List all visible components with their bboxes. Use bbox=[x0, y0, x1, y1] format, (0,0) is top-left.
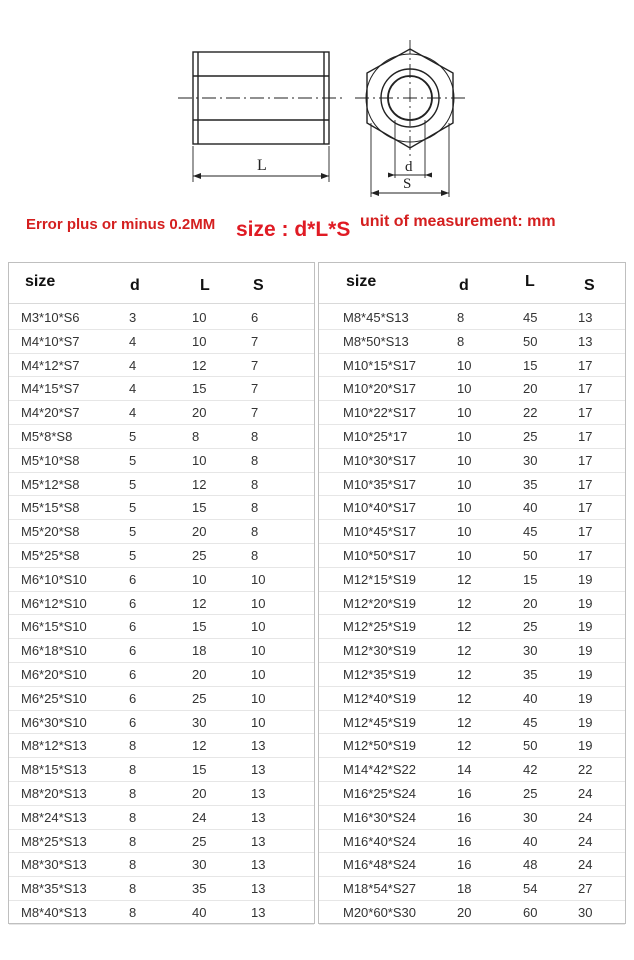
cell-S: 10 bbox=[251, 667, 266, 682]
cell-d: 4 bbox=[129, 381, 137, 397]
table-row bbox=[319, 543, 625, 568]
cell-size: M8*20*S13 bbox=[21, 786, 87, 801]
cell-L: 20 bbox=[192, 667, 207, 682]
table-row bbox=[9, 710, 314, 735]
cell-d: 4 bbox=[129, 357, 137, 373]
cell-S: 17 bbox=[578, 476, 593, 492]
cell-d: 12 bbox=[457, 595, 472, 611]
table-row bbox=[9, 686, 314, 711]
cell-S: 10 bbox=[251, 690, 266, 706]
cell-d: 8 bbox=[129, 786, 137, 801]
cell-d: 8 bbox=[129, 809, 137, 825]
header-L: L bbox=[200, 277, 210, 294]
cell-size: M8*40*S13 bbox=[21, 905, 87, 920]
cell-S: 7 bbox=[251, 381, 259, 397]
cell-S: 22 bbox=[578, 762, 593, 778]
width-label: S bbox=[403, 176, 412, 192]
cell-size: M5*20*S8 bbox=[21, 524, 80, 540]
table-row bbox=[319, 686, 625, 711]
cell-d: 16 bbox=[457, 809, 472, 825]
cell-L: 45 bbox=[523, 524, 538, 540]
table-row bbox=[319, 448, 625, 473]
tolerance-note: Error plus or minus 0.2MM bbox=[26, 216, 216, 233]
table-row bbox=[9, 305, 314, 330]
cell-S: 17 bbox=[578, 548, 593, 563]
cell-L: 50 bbox=[523, 333, 538, 349]
cell-size: M16*25*S24 bbox=[343, 786, 416, 801]
cell-L: 35 bbox=[192, 881, 207, 897]
cell-size: M6*20*S10 bbox=[21, 667, 87, 682]
cell-size: M6*18*S10 bbox=[21, 643, 87, 659]
cell-L: 20 bbox=[523, 595, 538, 611]
cell-d: 10 bbox=[457, 452, 472, 468]
cell-d: 10 bbox=[457, 381, 472, 397]
cell-d: 8 bbox=[129, 905, 137, 920]
cell-d: 6 bbox=[129, 643, 137, 659]
cell-L: 10 bbox=[192, 333, 207, 349]
table-header bbox=[319, 263, 625, 304]
table-row bbox=[9, 638, 314, 663]
cell-size: M18*54*S27 bbox=[343, 881, 416, 897]
table-row bbox=[319, 519, 625, 544]
cell-S: 17 bbox=[578, 357, 593, 373]
table-row bbox=[319, 733, 625, 758]
cell-L: 25 bbox=[192, 690, 207, 706]
cell-L: 25 bbox=[523, 786, 538, 801]
table-row bbox=[9, 876, 314, 901]
cell-size: M14*42*S22 bbox=[343, 762, 416, 778]
cell-size: M5*12*S8 bbox=[21, 476, 80, 492]
cell-S: 13 bbox=[251, 738, 266, 754]
cell-size: M12*30*S19 bbox=[343, 643, 416, 659]
cell-S: 19 bbox=[578, 667, 593, 682]
cell-d: 6 bbox=[129, 690, 137, 706]
cell-d: 14 bbox=[457, 762, 472, 778]
cell-L: 12 bbox=[192, 738, 207, 754]
table-row bbox=[9, 400, 314, 425]
header-d: d bbox=[130, 277, 140, 294]
cell-S: 10 bbox=[251, 595, 266, 611]
cell-size: M8*25*S13 bbox=[21, 833, 87, 849]
cell-d: 10 bbox=[457, 548, 472, 563]
cell-S: 8 bbox=[251, 429, 259, 444]
cell-S: 10 bbox=[251, 619, 266, 635]
size-table-left bbox=[8, 262, 315, 924]
cell-size: M6*12*S10 bbox=[21, 595, 87, 611]
cell-size: M12*50*S19 bbox=[343, 738, 416, 754]
table-row bbox=[9, 900, 314, 925]
cell-L: 54 bbox=[523, 881, 538, 897]
table-row bbox=[319, 305, 625, 330]
cell-L: 35 bbox=[523, 476, 538, 492]
cell-L: 42 bbox=[523, 762, 538, 778]
cell-size: M12*40*S19 bbox=[343, 690, 416, 706]
cell-S: 10 bbox=[251, 714, 266, 730]
cell-L: 20 bbox=[192, 786, 207, 801]
cell-S: 19 bbox=[578, 619, 593, 635]
cell-d: 5 bbox=[129, 548, 137, 563]
cell-S: 19 bbox=[578, 595, 593, 611]
cell-S: 19 bbox=[578, 690, 593, 706]
table-row bbox=[319, 805, 625, 830]
cell-L: 25 bbox=[192, 833, 207, 849]
table-row bbox=[9, 662, 314, 687]
cell-size: M4*12*S7 bbox=[21, 357, 80, 373]
table-header bbox=[9, 263, 314, 304]
cell-S: 8 bbox=[251, 476, 259, 492]
cell-d: 12 bbox=[457, 571, 472, 587]
cell-S: 17 bbox=[578, 500, 593, 516]
cell-size: M8*30*S13 bbox=[21, 857, 87, 873]
cell-d: 4 bbox=[129, 405, 137, 421]
cell-d: 12 bbox=[457, 667, 472, 682]
cell-S: 13 bbox=[251, 809, 266, 825]
cell-size: M6*15*S10 bbox=[21, 619, 87, 635]
cell-size: M10*40*S17 bbox=[343, 500, 416, 516]
cell-S: 8 bbox=[251, 500, 259, 516]
cell-S: 13 bbox=[251, 786, 266, 801]
cell-S: 13 bbox=[578, 310, 593, 325]
table-row bbox=[9, 781, 314, 806]
cell-d: 16 bbox=[457, 786, 472, 801]
cell-size: M8*45*S13 bbox=[343, 310, 409, 325]
table-row bbox=[9, 733, 314, 758]
table-row bbox=[319, 614, 625, 639]
cell-d: 16 bbox=[457, 833, 472, 849]
cell-d: 12 bbox=[457, 643, 472, 659]
table-row bbox=[319, 329, 625, 354]
cell-size: M8*15*S13 bbox=[21, 762, 87, 778]
cell-L: 30 bbox=[523, 452, 538, 468]
cell-L: 25 bbox=[192, 548, 207, 563]
cell-d: 6 bbox=[129, 619, 137, 635]
cell-L: 40 bbox=[523, 690, 538, 706]
header-size: size bbox=[25, 273, 56, 290]
length-label: L bbox=[257, 157, 267, 174]
cell-S: 19 bbox=[578, 714, 593, 730]
cell-size: M8*50*S13 bbox=[343, 333, 409, 349]
cell-size: M5*25*S8 bbox=[21, 548, 80, 563]
cell-S: 19 bbox=[578, 643, 593, 659]
cell-size: M16*30*S24 bbox=[343, 809, 416, 825]
unit-note: unit of measurement: mm bbox=[360, 213, 556, 230]
table-row bbox=[319, 829, 625, 854]
size-tables bbox=[8, 262, 626, 924]
cell-S: 17 bbox=[578, 524, 593, 540]
cell-L: 35 bbox=[523, 667, 538, 682]
cell-S: 8 bbox=[251, 524, 259, 540]
cell-size: M10*35*S17 bbox=[343, 476, 416, 492]
cell-d: 10 bbox=[457, 405, 472, 421]
table-row bbox=[319, 567, 625, 592]
table-row bbox=[9, 543, 314, 568]
cell-size: M16*40*S24 bbox=[343, 833, 416, 849]
table-row bbox=[319, 662, 625, 687]
cell-L: 20 bbox=[523, 381, 538, 397]
cell-L: 8 bbox=[192, 429, 200, 444]
table-row bbox=[9, 329, 314, 354]
cell-L: 12 bbox=[192, 357, 207, 373]
cell-S: 6 bbox=[251, 310, 259, 325]
header-S: S bbox=[253, 277, 264, 294]
technical-drawing bbox=[0, 0, 634, 205]
table-row bbox=[319, 876, 625, 901]
cell-size: M8*35*S13 bbox=[21, 881, 87, 897]
cell-L: 15 bbox=[192, 619, 207, 635]
cell-S: 7 bbox=[251, 357, 259, 373]
cell-L: 12 bbox=[192, 476, 207, 492]
cell-d: 8 bbox=[457, 333, 465, 349]
cell-L: 50 bbox=[523, 738, 538, 754]
cell-size: M20*60*S30 bbox=[343, 905, 416, 920]
cell-size: M6*25*S10 bbox=[21, 690, 87, 706]
cell-L: 48 bbox=[523, 857, 538, 873]
cell-S: 17 bbox=[578, 452, 593, 468]
table-row bbox=[9, 448, 314, 473]
table-row bbox=[9, 591, 314, 616]
cell-size: M6*30*S10 bbox=[21, 714, 87, 730]
cell-L: 10 bbox=[192, 571, 207, 587]
table-row bbox=[9, 614, 314, 639]
table-row bbox=[9, 472, 314, 497]
cell-size: M10*25*17 bbox=[343, 429, 408, 444]
cell-S: 10 bbox=[251, 571, 266, 587]
cell-size: M12*15*S19 bbox=[343, 571, 416, 587]
cell-d: 5 bbox=[129, 452, 137, 468]
cell-size: M12*35*S19 bbox=[343, 667, 416, 682]
cell-S: 13 bbox=[251, 857, 266, 873]
cell-d: 12 bbox=[457, 714, 472, 730]
cell-S: 19 bbox=[578, 738, 593, 754]
cell-size: M10*15*S17 bbox=[343, 357, 416, 373]
size-formula-note: size : d*L*S bbox=[236, 218, 351, 241]
table-row bbox=[9, 567, 314, 592]
cell-size: M10*45*S17 bbox=[343, 524, 416, 540]
cell-size: M10*30*S17 bbox=[343, 452, 416, 468]
table-row bbox=[9, 805, 314, 830]
cell-L: 30 bbox=[523, 643, 538, 659]
cell-size: M8*12*S13 bbox=[21, 738, 87, 754]
table-row bbox=[319, 757, 625, 782]
cell-d: 5 bbox=[129, 500, 137, 516]
cell-L: 10 bbox=[192, 452, 207, 468]
cell-S: 27 bbox=[578, 881, 593, 897]
cell-L: 22 bbox=[523, 405, 538, 421]
diameter-label: d bbox=[405, 159, 413, 175]
table-row bbox=[9, 495, 314, 520]
cell-size: M8*24*S13 bbox=[21, 809, 87, 825]
cell-L: 45 bbox=[523, 714, 538, 730]
cell-d: 6 bbox=[129, 571, 137, 587]
cell-size: M5*8*S8 bbox=[21, 429, 73, 444]
header-size: size bbox=[346, 273, 377, 290]
cell-L: 24 bbox=[192, 809, 207, 825]
cell-S: 24 bbox=[578, 857, 593, 873]
cell-d: 12 bbox=[457, 690, 472, 706]
cell-L: 45 bbox=[523, 310, 538, 325]
header-d: d bbox=[459, 277, 469, 294]
table-row bbox=[9, 353, 314, 378]
cell-size: M4*15*S7 bbox=[21, 381, 80, 397]
cell-size: M5*15*S8 bbox=[21, 500, 80, 516]
cell-S: 13 bbox=[251, 905, 266, 920]
cell-S: 10 bbox=[251, 643, 266, 659]
cell-L: 25 bbox=[523, 619, 538, 635]
cell-d: 12 bbox=[457, 738, 472, 754]
table-row bbox=[319, 400, 625, 425]
cell-L: 20 bbox=[192, 524, 207, 540]
table-row bbox=[319, 591, 625, 616]
cell-d: 5 bbox=[129, 429, 137, 444]
cell-S: 24 bbox=[578, 786, 593, 801]
cell-d: 20 bbox=[457, 905, 472, 920]
cell-size: M12*45*S19 bbox=[343, 714, 416, 730]
cell-d: 8 bbox=[129, 881, 137, 897]
cell-d: 8 bbox=[129, 857, 137, 873]
cell-d: 5 bbox=[129, 476, 137, 492]
cell-L: 15 bbox=[192, 500, 207, 516]
cell-d: 12 bbox=[457, 619, 472, 635]
cell-S: 13 bbox=[251, 881, 266, 897]
cell-d: 10 bbox=[457, 476, 472, 492]
cell-S: 7 bbox=[251, 405, 259, 421]
cell-L: 40 bbox=[192, 905, 207, 920]
cell-S: 7 bbox=[251, 333, 259, 349]
cell-size: M4*20*S7 bbox=[21, 405, 80, 421]
cell-size: M12*25*S19 bbox=[343, 619, 416, 635]
cell-L: 20 bbox=[192, 405, 207, 421]
cell-L: 30 bbox=[523, 809, 538, 825]
cell-d: 5 bbox=[129, 524, 137, 540]
cell-L: 60 bbox=[523, 905, 538, 920]
table-row bbox=[319, 376, 625, 401]
cell-d: 16 bbox=[457, 857, 472, 873]
cell-size: M6*10*S10 bbox=[21, 571, 87, 587]
cell-d: 10 bbox=[457, 429, 472, 444]
cell-S: 8 bbox=[251, 548, 259, 563]
cell-size: M10*50*S17 bbox=[343, 548, 416, 563]
cell-S: 13 bbox=[251, 762, 266, 778]
cell-d: 4 bbox=[129, 333, 137, 349]
table-row bbox=[319, 638, 625, 663]
cell-L: 30 bbox=[192, 714, 207, 730]
table-row bbox=[9, 519, 314, 544]
cell-d: 8 bbox=[457, 310, 465, 325]
cell-d: 8 bbox=[129, 833, 137, 849]
cell-L: 15 bbox=[523, 571, 538, 587]
table-row bbox=[9, 829, 314, 854]
cell-d: 8 bbox=[129, 762, 137, 778]
cell-S: 24 bbox=[578, 833, 593, 849]
table-row bbox=[319, 424, 625, 449]
table-row bbox=[319, 710, 625, 735]
cell-L: 10 bbox=[192, 310, 207, 325]
cell-S: 19 bbox=[578, 571, 593, 587]
cell-S: 13 bbox=[251, 833, 266, 849]
cell-d: 10 bbox=[457, 524, 472, 540]
cell-d: 6 bbox=[129, 667, 137, 682]
cell-size: M12*20*S19 bbox=[343, 595, 416, 611]
cell-size: M10*20*S17 bbox=[343, 381, 416, 397]
table-row bbox=[319, 900, 625, 925]
header-S: S bbox=[584, 277, 595, 294]
cell-size: M3*10*S6 bbox=[21, 310, 80, 325]
cell-L: 15 bbox=[192, 762, 207, 778]
cell-L: 15 bbox=[192, 381, 207, 397]
cell-L: 30 bbox=[192, 857, 207, 873]
cell-S: 30 bbox=[578, 905, 593, 920]
cell-L: 15 bbox=[523, 357, 538, 373]
hex-coupling-nut-drawing bbox=[0, 0, 634, 205]
cell-S: 17 bbox=[578, 429, 593, 444]
cell-L: 50 bbox=[523, 548, 538, 563]
table-row bbox=[9, 852, 314, 877]
cell-L: 40 bbox=[523, 833, 538, 849]
header-L: L bbox=[525, 273, 535, 290]
cell-d: 18 bbox=[457, 881, 472, 897]
notes-bar bbox=[0, 205, 634, 255]
cell-d: 3 bbox=[129, 310, 137, 325]
cell-S: 17 bbox=[578, 381, 593, 397]
cell-d: 10 bbox=[457, 500, 472, 516]
table-row bbox=[9, 376, 314, 401]
table-row bbox=[319, 852, 625, 877]
cell-S: 8 bbox=[251, 452, 259, 468]
table-row bbox=[9, 424, 314, 449]
cell-L: 25 bbox=[523, 429, 538, 444]
table-row bbox=[319, 472, 625, 497]
table-row bbox=[319, 781, 625, 806]
cell-L: 18 bbox=[192, 643, 207, 659]
cell-S: 13 bbox=[578, 333, 593, 349]
cell-d: 6 bbox=[129, 595, 137, 611]
cell-size: M4*10*S7 bbox=[21, 333, 80, 349]
table-row bbox=[319, 353, 625, 378]
cell-size: M5*10*S8 bbox=[21, 452, 80, 468]
cell-d: 10 bbox=[457, 357, 472, 373]
table-row bbox=[319, 495, 625, 520]
size-table-right bbox=[318, 262, 626, 924]
cell-L: 40 bbox=[523, 500, 538, 516]
cell-S: 17 bbox=[578, 405, 593, 421]
table-row bbox=[9, 757, 314, 782]
cell-size: M10*22*S17 bbox=[343, 405, 416, 421]
cell-d: 8 bbox=[129, 738, 137, 754]
cell-L: 12 bbox=[192, 595, 207, 611]
cell-d: 6 bbox=[129, 714, 137, 730]
cell-size: M16*48*S24 bbox=[343, 857, 416, 873]
cell-S: 24 bbox=[578, 809, 593, 825]
